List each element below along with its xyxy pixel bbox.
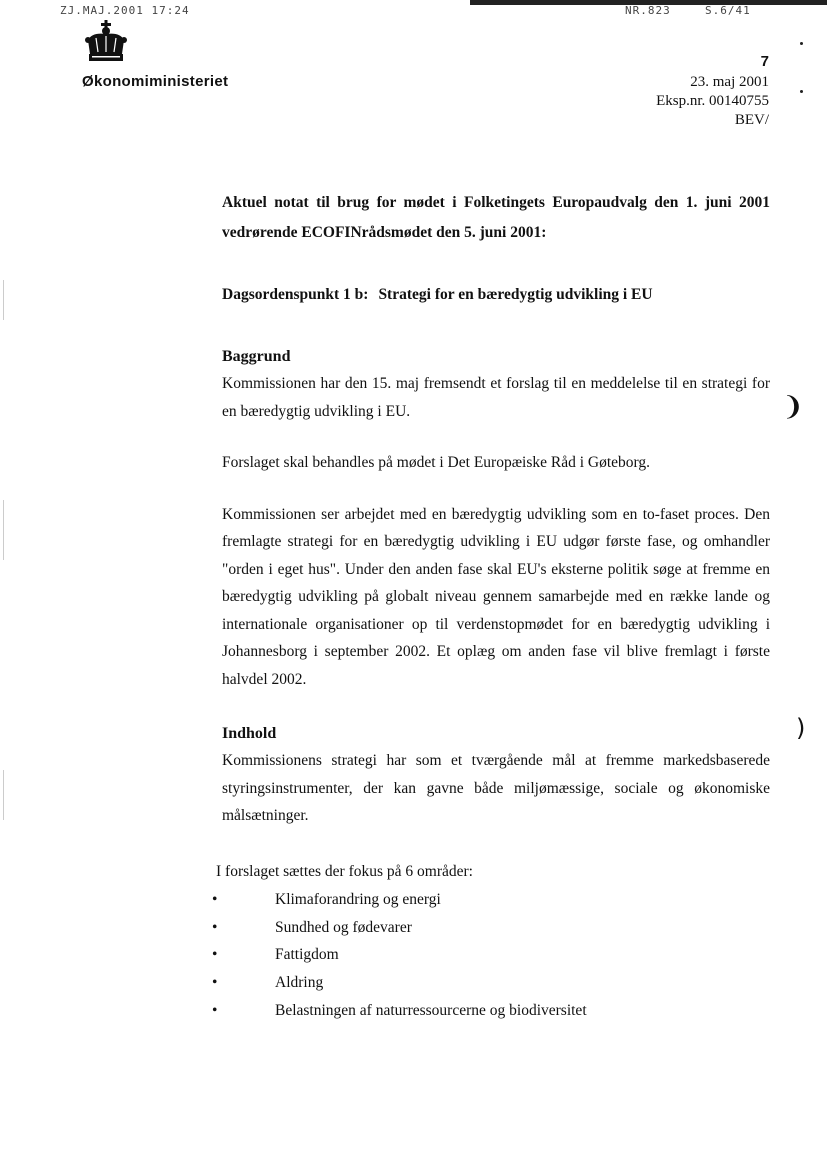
- agenda-text: Strategi for en bæredygtig udvikling i EU: [378, 286, 653, 303]
- list-intro: I forslaget sættes der fokus på 6 områder:: [216, 863, 473, 880]
- document-date: 23. maj 2001: [690, 74, 769, 90]
- case-reference: Eksp.nr. 00140755: [656, 93, 769, 109]
- scan-speck: [800, 90, 803, 93]
- ministry-name: Økonomiministeriet: [82, 73, 229, 90]
- bullet-icon: •: [212, 1001, 218, 1019]
- list-item: • Klimaforandring og energi: [212, 886, 587, 914]
- fax-timestamp: ZJ.MAJ.2001 17:24: [60, 4, 190, 17]
- scan-edge: [3, 770, 4, 820]
- binder-hole-mark: ): [796, 714, 806, 742]
- section-content: [222, 721, 770, 830]
- list-item: • Aldring: [212, 969, 587, 997]
- paragraph: Kommissionens strategi har som et tværgående mål at fremme markedsbaserede styringsinstrumenter, der kan gavne både miljømæssige, sociale og økonomiske målsætninger.: [222, 752, 770, 824]
- scan-edge: [3, 500, 4, 560]
- list-item: • Belastningen af naturressourcerne og biodiversitet: [212, 997, 587, 1025]
- royal-crown-icon: [82, 20, 130, 66]
- bullet-icon: •: [212, 974, 218, 992]
- fax-number: NR.823: [625, 4, 671, 17]
- bullet-icon: •: [212, 918, 218, 936]
- document-body: [222, 188, 770, 830]
- agenda-item: [222, 280, 770, 310]
- document-title: Aktuel notat til brug for mødet i Folketingets Europaudvalg den 1. juni 2001 vedrørende ECOFINrådsmødet den 5. juni 2001:: [222, 194, 770, 241]
- scan-edge: [3, 280, 4, 320]
- office-code: BEV/: [734, 112, 769, 128]
- section-heading: Indhold: [222, 725, 277, 742]
- section-background: [222, 344, 770, 693]
- list-item: • Sundhed og fødevarer: [212, 914, 587, 942]
- paragraph: Kommissionen har den 15. maj fremsendt et forslag til en meddelelse til en strategi for en bæredygtig udvikling i EU.: [222, 375, 770, 420]
- document-meta: [656, 52, 769, 130]
- section-heading: Baggrund: [222, 348, 291, 365]
- fax-page: S.6/41: [705, 4, 751, 17]
- binder-hole-mark: ❩: [782, 392, 804, 422]
- agenda-label: Dagsordenspunkt 1 b:: [222, 286, 369, 303]
- scan-speck: [800, 42, 803, 45]
- bullet-icon: •: [212, 891, 218, 908]
- list-item: • Fattigdom: [212, 941, 587, 969]
- page-number: 7: [760, 53, 769, 70]
- focus-area-list: [212, 886, 587, 1024]
- bullet-icon: •: [212, 946, 218, 964]
- paragraph: Kommissionen ser arbejdet med en bæredygtig udvikling som en to-faset proces. Den fremlagte strategi for en bæredygtig udvikling i EU udgør første fase, og omhandler "orden i eget hus". Under den anden fase skal EU's eksterne politik søge at fremme en bæredygtig udvikling på globalt niveau gennem samarbejde med en række lande og internationale organisationer op til verdenstopmødet for en bæredygtig udvikling i Johannesborg i september 2002. Et oplæg om anden fase vil blive fremlagt i første halvdel 2002.: [222, 505, 770, 688]
- fax-header: [0, 0, 827, 20]
- paragraph: Forslaget skal behandles på mødet i Det Europæiske Råd i Gøteborg.: [222, 454, 651, 471]
